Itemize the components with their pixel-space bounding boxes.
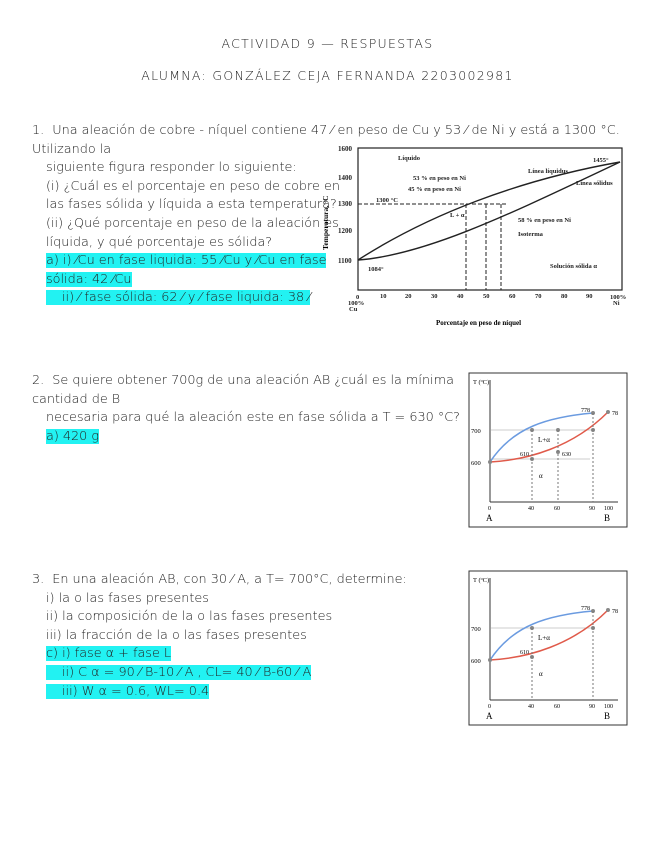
q1-line1: Una aleación de cobre - níquel contiene 47 ⁄ en peso de Cu y 53 ⁄ de Ni y está a 1300 °C. Utilizando la [32,123,620,157]
label-78: 78 [612,411,618,417]
label-two-phase: L + α [450,212,465,219]
point-78 [606,410,610,414]
ab-phase-diagram-q2 [468,372,628,528]
ytick-1300: 1300 [338,200,352,208]
xtick-70: 70 [535,293,542,300]
q1-line2: siguiente figura responder lo siguiente: [46,160,297,176]
q3-answer-3: iii) W α = 0.6, WL= 0.4 [46,684,209,699]
label-l-alpha: L+α [538,634,550,642]
xtick-0: 0 [488,506,491,512]
label-778: 778 [581,408,590,414]
xtick-40: 40 [457,293,464,300]
q1-answer-1a: a) i) ⁄Cu en fase liquida: 55 ⁄Cu y ⁄Cu en fase [46,253,327,269]
ytick-700: 700 [471,626,481,633]
xtick-50: 50 [483,293,490,300]
label-B: B [604,711,611,721]
xtick-90: 90 [589,506,595,512]
q2-line2: necesaria para qué la aleación este en fase sólida a T = 630 °C? [46,410,460,426]
q3-line1: En una aleación AB, con 30 ⁄ A, a T= 700°C, determine: [52,572,407,587]
x-axis-label: Porcentaje en peso de níquel [436,319,522,327]
q3-answer-2: ii) C α = 90 ⁄ B-10 ⁄ A , CL= 40 ⁄ B-60 ⁄ A [46,665,311,680]
cu-ni-phase-diagram [318,140,638,335]
xtick-0: 0 [356,294,360,301]
x-left-cu: Cu [349,306,358,313]
label-l-alpha: L+α [538,436,550,444]
liquidus-curve [358,162,620,260]
x-left-100: 100% [348,300,365,307]
solidus-curve [358,162,620,260]
xtick-90: 90 [589,704,595,710]
label-45: 45 % en peso en Ni [408,186,461,193]
q1-answer-2: ii) ⁄ fase sólida: 62 ⁄ y ⁄ fase liquida: 38 ⁄ [46,290,310,305]
point-600 [488,658,492,662]
label-isotherm: Isoterma [518,231,543,238]
student-name: ALUMNA: GONZÁLEZ CEJA FERNANDA 2203002981 [141,68,514,83]
x-right-100: 100% [610,294,627,301]
ab-phase-diagram-q3 [468,570,628,726]
question-3 [32,571,472,701]
y-label: T (ºC) [473,577,490,584]
label-610: 610 [520,650,529,656]
xtick-100: 100 [604,506,613,512]
label-alpha: α [539,472,543,480]
label-liquidus-line: Línea líquidus [528,168,568,175]
xtick-60: 60 [554,704,560,710]
q3-number: 3. [32,572,45,587]
xtick-60: 60 [509,293,516,300]
label-solid-solution: Solución sólida α [550,263,597,270]
xtick-10: 10 [380,293,387,300]
q3-answer-1: c) i) fase α + fase L [46,646,172,662]
ytick-1400: 1400 [338,174,352,182]
q3-line3: ii) la composición de la o las fases presentes [46,609,333,625]
label-610: 610 [520,452,529,458]
label-1084: 1084° [368,266,384,273]
xtick-80: 80 [561,293,568,300]
q1-line4: las fases sólida y líquida a esta temperatura? [46,197,337,213]
ytick-700: 700 [471,428,481,435]
xtick-30: 30 [431,293,438,300]
label-78: 78 [612,609,618,615]
label-A: A [486,711,493,721]
q2-answer: a) 420 g [46,428,100,444]
xtick-20: 20 [405,293,412,300]
q1-line5: (ii) ¿Qué porcentaje en peso de la aleación es [46,215,339,231]
label-A: A [486,513,493,523]
xtick-90: 90 [586,293,593,300]
point-600 [488,460,492,464]
point-78 [606,608,610,612]
ytick-1600: 1600 [338,145,352,153]
xtick-0: 0 [488,704,491,710]
ytick-1200: 1200 [338,227,352,235]
q1-answer-1b: sólida: 42 ⁄Cu [46,271,132,287]
y-label: T (ºC) [473,379,490,386]
ytick-1100: 1100 [338,257,352,265]
x-right-ni: Ni [613,300,620,307]
ytick-600: 600 [471,658,481,665]
label-alpha: α [539,670,543,678]
xtick-100: 100 [604,704,613,710]
label-1300: 1300 °C [376,197,398,204]
xtick-60: 60 [554,506,560,512]
question-2 [32,372,472,446]
q1-number: 1. [32,123,45,138]
q3-line4: iii) la fracción de la o las fases presentes [46,627,307,643]
q3-line2: i) la o las fases presentes [46,590,209,606]
label-1455: 1455° [593,157,609,164]
q1-line6: líquida, y qué porcentaje es sólida? [46,234,273,250]
q2-line1: Se quiere obtener 700g de una aleación AB ¿cuál es la mínima cantidad de B [32,373,454,407]
y-axis-label: Temperatura, °C [321,195,330,250]
xtick-40: 40 [528,704,534,710]
label-778: 778 [581,606,590,612]
q2-number: 2. [32,373,45,388]
label-58: 58 % en peso en Ni [518,217,571,224]
label-liquid: Líquido [398,155,421,162]
q1-line3: (i) ¿Cuál es el porcentaje en peso de cobre en [46,178,340,194]
document-title: ACTIVIDAD 9 — RESPUESTAS [221,36,434,51]
label-solidus-line: Línea sólidus [576,180,613,187]
label-53: 53 % en peso en Ni [413,175,466,182]
label-630: 630 [562,452,571,458]
ytick-600: 600 [471,460,481,467]
xtick-40: 40 [528,506,534,512]
label-B: B [604,513,611,523]
